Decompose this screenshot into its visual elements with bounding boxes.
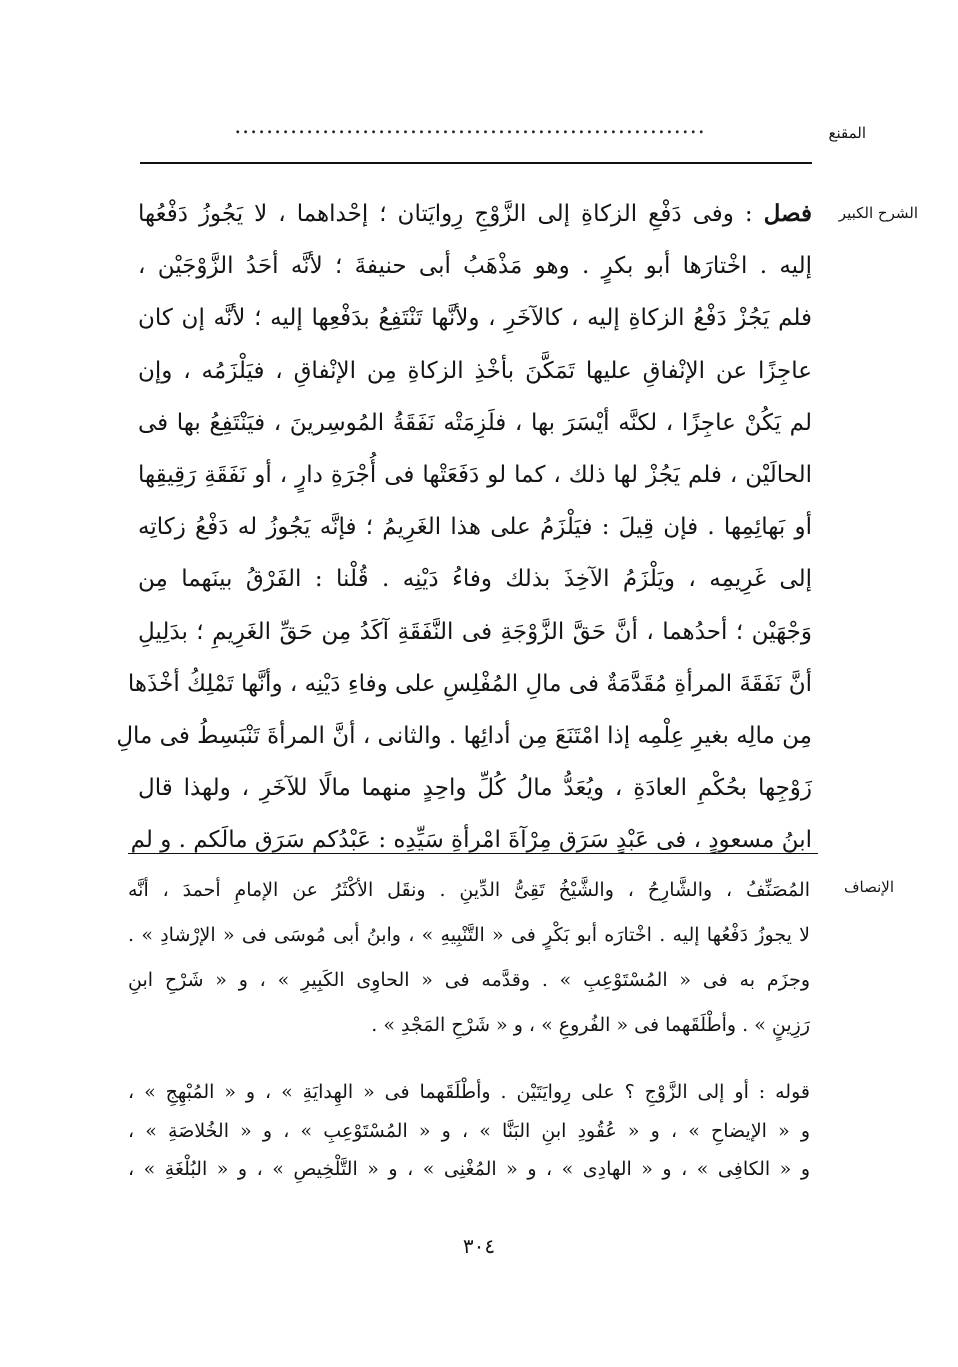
main-line-3: فلم يَجُزْ دَفْعُ الزكاةِ إليه ، كالآخَرِ ، ولأنَّها تَنْتَفِعُ بدَفْعِها إليه ؛ لأنَّه إن كان [138, 305, 812, 332]
main-line-9: وَجْهَيْن ؛ أحدُهما ، أنَّ حَقَّ الزَّوْجَةِ فى النَّفَقَةِ آكَدُ مِن حَقِّ الغَرِيمِ ؛ بدَلِيلِ [138, 618, 812, 645]
header-title: المقنع [828, 124, 866, 142]
side-label-insaf: الإنصاف [843, 878, 894, 896]
section-divider [128, 853, 818, 854]
main-line-12: زَوْجِها بحُكْمِ العادَةِ ، ويُعَدُّ مالُ كُلِّ واحِدٍ منهما مالًا للآخَرِ ، ولهذا قال [138, 775, 812, 802]
insaf-line-4: رَزِينٍ » . وأطْلَقَهما فى « الفُروعِ » ، و « شَرْحِ المَجْدِ » . [371, 1014, 810, 1036]
fasl-label: فصل [763, 200, 812, 227]
main-line-13: ابنُ مسعودٍ ، فى عَبْدٍ سَرَق مِرْآةَ امْرأةِ سَيِّدِه : عَبْدُكم سَرَق مالَكم . و لم [130, 827, 812, 854]
header-rule [140, 162, 812, 164]
main-line-1-text: : وفى دَفْعِ الزكاةِ إلى الزَّوْجِ رِوايَتان ؛ إحْداهما ، لا يَجُوزُ دَفْعُها [138, 201, 753, 227]
main-line-1 [138, 188, 812, 240]
main-line-5: لم يَكُنْ عاجِزًا ، لكنَّه أيْسَرَ بها ، فلَزِمَتْه نَفَقَةُ المُوسِرينَ ، فيَنْتَفِعُ بها فى [138, 409, 812, 436]
main-line-4: عاجِزًا عن الإنْفاقِ عليها تَمَكَّنَ بأخْذِ الزكاةِ مِن الإنْفاقِ ، فيَلْزَمُه ، وإن [138, 357, 812, 384]
qawl-line-1: قوله : أو إلى الزَّوْجِ ؟ على رِوايَتَيْن . وأطْلَقَهما فى « الهِدايَةِ » ، و « المُبْهِجِ » ، [128, 1081, 810, 1103]
page-number: ٣٠٤ [462, 1234, 496, 1258]
qawl-line-3: و « الكافِى » ، و « الهادِى » ، و « المُغْنِى » ، و « التَّلْخِيصِ » ، و « البُلْغَةِ » ، [128, 1158, 810, 1180]
main-line-8: إلى غَرِيمِه ، ويَلْزَمُ الآخِذَ بذلك وفاءُ دَيْنِه . قُلْنا : الفَرْقُ بينَهما مِن [138, 566, 812, 593]
main-line-10: أنَّ نَفَقَةَ المرأةِ مُقَدَّمَةٌ فى مالِ المُفْلِسِ على وفاءِ دَيْنِه ، وأنَّها تَمْلِكُ أخْذَها [127, 670, 812, 697]
main-text-block [116, 188, 812, 866]
insaf-text-block [128, 868, 810, 1048]
main-line-7: أو بَهائِمِها . فإن قِيلَ : فيَلْزَمُ على هذا الغَرِيمُ ؛ فإنَّه يَجُوزُ له دَفْعُ زكاتِه [138, 514, 812, 541]
main-line-2: إليه . اخْتارَها أبو بكرٍ . وهو مَذْهَبُ أبى حنيفةَ ؛ لأنَّه أحَدُ الزَّوْجَيْن ، [138, 253, 812, 280]
insaf-line-1: المُصَنِّفُ ، والشَّارِحُ ، والشَّيْخُ تَقِىُّ الدِّينِ . ونقَل الأكْثَرُ عن الإمامِ أحمدَ ، أنَّه [128, 879, 810, 901]
side-label-sharh: الشرح الكبير [838, 204, 918, 222]
main-line-11: مِن مالِه بغيرِ عِلْمِه إذا امْتَنَعَ مِن أدائِها . والثانى ، أنَّ المرأةَ تَنْبَسِطُ فى مالِ [116, 722, 812, 749]
insaf-line-2: لا يجوزُ دَفْعُها إليه . اخْتارَه أبو بَكْرٍ فى « التَّنْبِيهِ » ، وابنُ أبى مُوسَى فى « الإرْشادِ » . [128, 924, 810, 946]
insaf-line-3: وجزَم به فى « المُسْتَوْعِبِ » . وقدَّمه فى « الحاوِى الكَبِيرِ » ، و « شَرْحِ ابنِ [128, 969, 810, 991]
header-dotted-leader: ........................................................... [234, 114, 706, 139]
main-line-6: الحالَيْن ، فلم يَجُزْ لها ذلك ، كما لو دَفَعَتْها فى أُجْرَةِ دارٍ ، أو نَفَقَةِ رَقِيقِها [138, 461, 812, 488]
qawl-line-2: و « الإيضاحِ » ، و « عُقُودِ ابنِ البَنَّا » ، و « المُسْتَوْعِبِ » ، و « الخُلاصَةِ » ، [128, 1119, 810, 1142]
qawl-text-block [128, 1073, 810, 1189]
